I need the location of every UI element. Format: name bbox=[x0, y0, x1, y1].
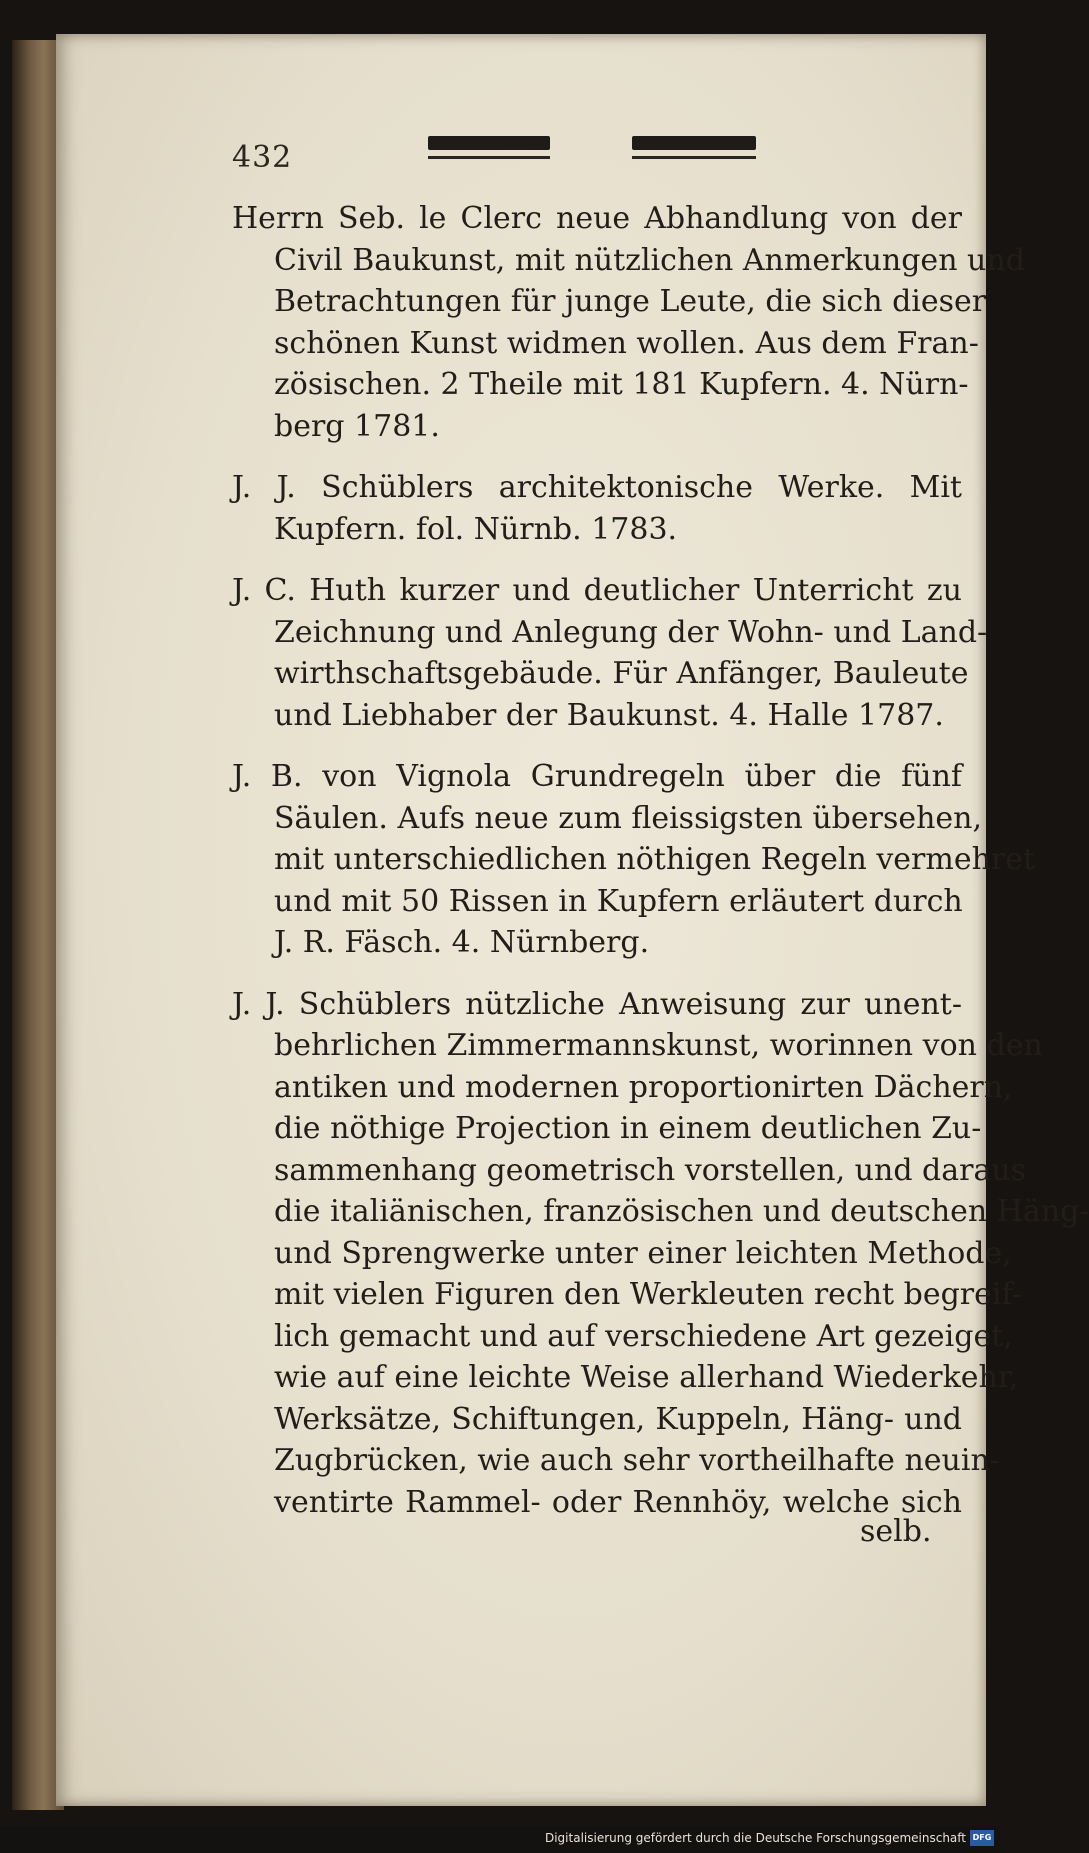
entry-line: Herrn Seb. le Clerc neue Abhandlung von der bbox=[232, 201, 962, 236]
entry-line: lich gemacht und auf verschiedene Art gezeiget, bbox=[274, 1318, 1013, 1354]
header-ornament-left bbox=[428, 136, 550, 164]
entry-line: ventirte Rammel- oder Rennhöy, welche sich bbox=[274, 1484, 962, 1520]
bibliography-list bbox=[232, 198, 1089, 1543]
bibliography-entry-schuebler-zimmermannskunst bbox=[232, 984, 1089, 1524]
entry-line: Kupfern. fol. Nürnb. 1783. bbox=[274, 511, 678, 547]
entry-line: mit unterschiedlichen nöthigen Regeln vermehret bbox=[274, 842, 1036, 877]
bibliography-entry-schuebler-werke bbox=[232, 467, 962, 550]
entry-line: schönen Kunst widmen wollen. Aus dem Fran- bbox=[274, 325, 979, 361]
bibliography-entry-vignola bbox=[232, 756, 1036, 964]
entry-line: die nöthige Projection in einem deutlichen Zu- bbox=[274, 1111, 982, 1146]
bibliography-entry-leclerc bbox=[232, 198, 1025, 447]
entry-line: antiken und modernen proportionirten Dächern, bbox=[274, 1069, 1013, 1105]
footer-bar bbox=[0, 1826, 1000, 1853]
entry-line: Zeichnung und Anlegung der Wohn- und Land- bbox=[274, 614, 988, 650]
entry-line: mit vielen Figuren den Werkleuten recht begreif- bbox=[274, 1277, 1022, 1312]
entry-line: J. J. Schüblers architektonische Werke. Mit bbox=[232, 470, 962, 505]
entry-line: Werksätze, Schiftungen, Kuppeln, Häng- und bbox=[274, 1401, 962, 1437]
entry-line: J. J. Schüblers nützliche Anweisung zur unent- bbox=[232, 986, 962, 1022]
entry-line: Betrachtungen für junge Leute, die sich dieser bbox=[274, 284, 987, 319]
entry-line: Zugbrücken, wie auch sehr vortheilhafte neuin- bbox=[274, 1443, 1000, 1478]
entry-line: berg 1781. bbox=[274, 408, 440, 444]
bibliography-entry-huth bbox=[232, 570, 988, 736]
entry-line: und Sprengwerke unter einer leichten Methode, bbox=[274, 1235, 1012, 1271]
entry-line: wie auf eine leichte Weise allerhand Wiederkehr, bbox=[274, 1360, 1019, 1395]
entry-line: und Liebhaber der Baukunst. 4. Halle 1787. bbox=[274, 697, 944, 733]
dfg-logo-icon: DFG bbox=[970, 1830, 994, 1846]
funding-credit: Digitalisierung gefördert durch die Deutsche Forschungsgemeinschaft bbox=[544, 1831, 966, 1845]
entry-line: J. R. Fäsch. 4. Nürnberg. bbox=[274, 925, 650, 960]
entry-line: behrlichen Zimmermannskunst, worinnen von den bbox=[274, 1028, 1043, 1063]
entry-line: die italiänischen, französischen und deutschen Häng- bbox=[274, 1194, 1089, 1229]
header-ornament-right bbox=[632, 136, 756, 164]
entry-line: zösischen. 2 Theile mit 181 Kupfern. 4. Nürn- bbox=[274, 367, 969, 402]
entry-line: J. B. von Vignola Grundregeln über die fünf bbox=[232, 759, 962, 794]
catchword: selb. bbox=[860, 1514, 932, 1549]
page-number: 432 bbox=[232, 140, 293, 175]
entry-line: Säulen. Aufs neue zum fleissigsten übersehen, bbox=[274, 800, 983, 836]
entry-line: Civil Baukunst, mit nützlichen Anmerkungen und bbox=[274, 242, 1025, 278]
entry-line: wirthschaftsgebäude. Für Anfänger, Bauleute bbox=[274, 656, 969, 691]
entry-line: sammenhang geometrisch vorstellen, und daraus bbox=[274, 1152, 1027, 1188]
entry-line: und mit 50 Rissen in Kupfern erläutert durch bbox=[274, 883, 963, 919]
entry-line: J. C. Huth kurzer und deutlicher Unterricht zu bbox=[232, 573, 962, 608]
